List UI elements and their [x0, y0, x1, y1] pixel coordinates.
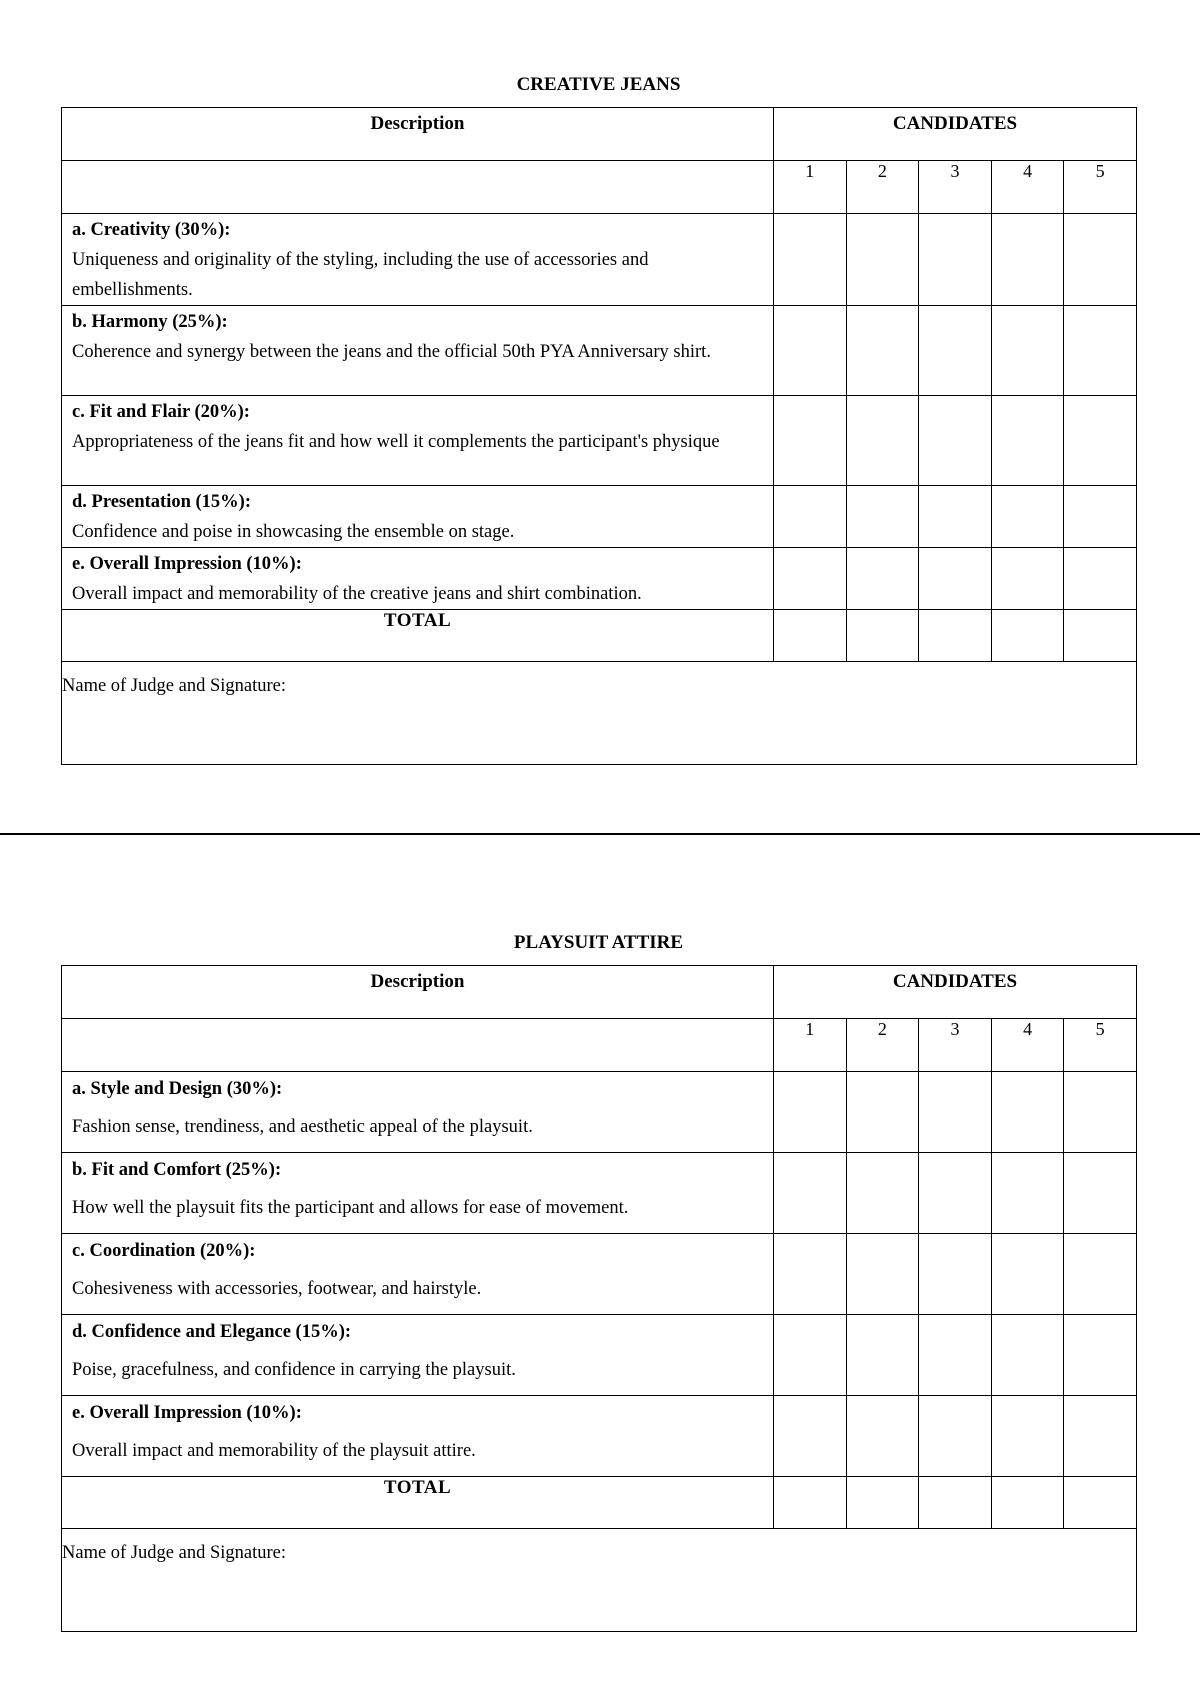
score-cell[interactable]: [1064, 1234, 1137, 1315]
score-cell[interactable]: [846, 1072, 919, 1153]
score-cell[interactable]: [1064, 1396, 1137, 1477]
judge-signature-field[interactable]: [62, 1529, 1137, 1632]
criterion-label: b. Harmony (25%):: [72, 312, 228, 332]
score-cell[interactable]: [774, 1234, 847, 1315]
score-cell[interactable]: [919, 396, 992, 486]
score-cell[interactable]: [846, 1396, 919, 1477]
score-cell[interactable]: [919, 1072, 992, 1153]
criterion-label: e. Overall Impression (10%):: [72, 1403, 302, 1423]
criterion-row: [62, 1153, 1137, 1234]
score-cell[interactable]: [991, 214, 1064, 306]
score-cell[interactable]: [846, 486, 919, 548]
score-cell[interactable]: [774, 396, 847, 486]
candidates-header: CANDIDATES: [774, 108, 1137, 161]
creative-jeans-scoresheet: [61, 73, 1136, 765]
total-cell[interactable]: [991, 1477, 1064, 1529]
criterion-row: [62, 1234, 1137, 1315]
criterion-text: Confidence and poise in showcasing the ensemble on stage.: [72, 522, 515, 542]
description-header: Description: [62, 108, 774, 161]
score-cell[interactable]: [774, 1072, 847, 1153]
score-cell[interactable]: [991, 1396, 1064, 1477]
score-cell[interactable]: [1064, 214, 1137, 306]
criterion-description: [62, 1234, 774, 1315]
criterion-label: e. Overall Impression (10%):: [72, 554, 302, 574]
score-cell[interactable]: [919, 214, 992, 306]
criterion-label: a. Creativity (30%):: [72, 220, 231, 240]
criterion-text: Appropriateness of the jeans fit and how well it complements the participant's physique: [72, 432, 720, 452]
criterion-description: [62, 1315, 774, 1396]
criterion-text: Uniqueness and originality of the styling, including the use of accessories and embellishments.: [72, 250, 649, 300]
score-cell[interactable]: [919, 1396, 992, 1477]
cut-line-divider: [0, 833, 1200, 835]
score-cell[interactable]: [1064, 1315, 1137, 1396]
header-row: [62, 108, 1137, 161]
criterion-description: [62, 1396, 774, 1477]
candidate-number: 5: [1064, 1019, 1137, 1072]
score-cell[interactable]: [1064, 548, 1137, 610]
scoring-table: [61, 965, 1137, 1632]
score-cell[interactable]: [991, 306, 1064, 396]
candidate-number: 1: [774, 161, 847, 214]
score-cell[interactable]: [991, 1153, 1064, 1234]
scoring-table: [61, 107, 1137, 765]
criterion-row: [62, 396, 1137, 486]
criterion-text: Coherence and synergy between the jeans and the official 50th PYA Anniversary shirt.: [72, 342, 711, 362]
candidate-number-row: [62, 161, 1137, 214]
score-cell[interactable]: [919, 1153, 992, 1234]
criterion-description: [62, 486, 774, 548]
criterion-text: Fashion sense, trendiness, and aesthetic appeal of the playsuit.: [72, 1117, 533, 1137]
total-cell[interactable]: [1064, 1477, 1137, 1529]
score-cell[interactable]: [1064, 306, 1137, 396]
total-cell[interactable]: [774, 1477, 847, 1529]
header-row: [62, 966, 1137, 1019]
total-label: TOTAL: [62, 610, 774, 662]
score-cell[interactable]: [846, 214, 919, 306]
candidate-number: 4: [991, 1019, 1064, 1072]
judge-signature-label: Name of Judge and Signature:: [62, 1543, 286, 1563]
score-cell[interactable]: [991, 1234, 1064, 1315]
criterion-description: [62, 214, 774, 306]
total-cell[interactable]: [919, 1477, 992, 1529]
score-cell[interactable]: [991, 486, 1064, 548]
criterion-description: [62, 1072, 774, 1153]
total-cell[interactable]: [991, 610, 1064, 662]
score-cell[interactable]: [774, 1396, 847, 1477]
total-label: TOTAL: [62, 1477, 774, 1529]
score-cell[interactable]: [991, 1315, 1064, 1396]
score-cell[interactable]: [919, 1315, 992, 1396]
criterion-label: c. Fit and Flair (20%):: [72, 402, 250, 422]
criterion-label: d. Presentation (15%):: [72, 492, 251, 512]
criterion-label: b. Fit and Comfort (25%):: [72, 1160, 282, 1180]
total-row: [62, 1477, 1137, 1529]
score-cell[interactable]: [774, 306, 847, 396]
criterion-text: Overall impact and memorability of the playsuit attire.: [72, 1441, 476, 1461]
judge-signature-field[interactable]: [62, 662, 1137, 765]
candidate-number: 3: [919, 1019, 992, 1072]
blank-cell: [62, 161, 774, 214]
score-cell[interactable]: [774, 486, 847, 548]
criterion-row: [62, 1072, 1137, 1153]
score-cell[interactable]: [774, 214, 847, 306]
candidate-number-row: [62, 1019, 1137, 1072]
sheet-title: CREATIVE JEANS: [516, 74, 681, 95]
score-cell[interactable]: [774, 1315, 847, 1396]
candidate-number: 2: [846, 161, 919, 214]
total-cell[interactable]: [846, 1477, 919, 1529]
criterion-text: Cohesiveness with accessories, footwear, and hairstyle.: [72, 1279, 482, 1299]
judge-signature-row[interactable]: [62, 1529, 1137, 1632]
criterion-text: Overall impact and memorability of the creative jeans and shirt combination.: [72, 584, 642, 604]
score-cell[interactable]: [774, 548, 847, 610]
candidate-number: 5: [1064, 161, 1137, 214]
criterion-description: [62, 1153, 774, 1234]
criterion-label: d. Confidence and Elegance (15%):: [72, 1322, 352, 1342]
total-cell[interactable]: [846, 610, 919, 662]
score-cell[interactable]: [1064, 396, 1137, 486]
criterion-row: [62, 306, 1137, 396]
judge-signature-label: Name of Judge and Signature:: [62, 676, 286, 696]
score-cell[interactable]: [991, 396, 1064, 486]
criterion-text: How well the playsuit fits the participant and allows for ease of movement.: [72, 1198, 629, 1218]
total-cell[interactable]: [919, 610, 992, 662]
score-cell[interactable]: [991, 1072, 1064, 1153]
criterion-row: [62, 1315, 1137, 1396]
candidate-number: 1: [774, 1019, 847, 1072]
score-cell[interactable]: [1064, 486, 1137, 548]
criterion-row: [62, 1396, 1137, 1477]
score-cell[interactable]: [919, 486, 992, 548]
candidate-number: 3: [919, 161, 992, 214]
score-cell[interactable]: [846, 1234, 919, 1315]
sheet-title: PLAYSUIT ATTIRE: [513, 932, 684, 953]
criterion-row: [62, 548, 1137, 610]
criterion-label: c. Coordination (20%):: [72, 1241, 256, 1261]
score-cell[interactable]: [846, 396, 919, 486]
score-cell[interactable]: [919, 306, 992, 396]
total-cell[interactable]: [774, 610, 847, 662]
criterion-row: [62, 214, 1137, 306]
criterion-description: [62, 396, 774, 486]
criterion-text: Poise, gracefulness, and confidence in carrying the playsuit.: [72, 1360, 516, 1380]
criterion-description: [62, 548, 774, 610]
score-cell[interactable]: [846, 548, 919, 610]
score-cell[interactable]: [846, 306, 919, 396]
score-cell[interactable]: [846, 1153, 919, 1234]
criterion-description: [62, 306, 774, 396]
score-cell[interactable]: [1064, 1153, 1137, 1234]
blank-cell: [62, 1019, 774, 1072]
criterion-row: [62, 486, 1137, 548]
score-cell[interactable]: [1064, 1072, 1137, 1153]
total-row: [62, 610, 1137, 662]
criterion-label: a. Style and Design (30%):: [72, 1079, 283, 1099]
score-cell[interactable]: [846, 1315, 919, 1396]
judge-signature-row[interactable]: [62, 662, 1137, 765]
description-header: Description: [62, 966, 774, 1019]
score-cell[interactable]: [919, 548, 992, 610]
candidate-number: 4: [991, 161, 1064, 214]
candidates-header: CANDIDATES: [774, 966, 1137, 1019]
score-cell[interactable]: [919, 1234, 992, 1315]
total-cell[interactable]: [1064, 610, 1137, 662]
candidate-number: 2: [846, 1019, 919, 1072]
score-cell[interactable]: [774, 1153, 847, 1234]
score-cell[interactable]: [991, 548, 1064, 610]
playsuit-attire-scoresheet: [61, 931, 1136, 1632]
